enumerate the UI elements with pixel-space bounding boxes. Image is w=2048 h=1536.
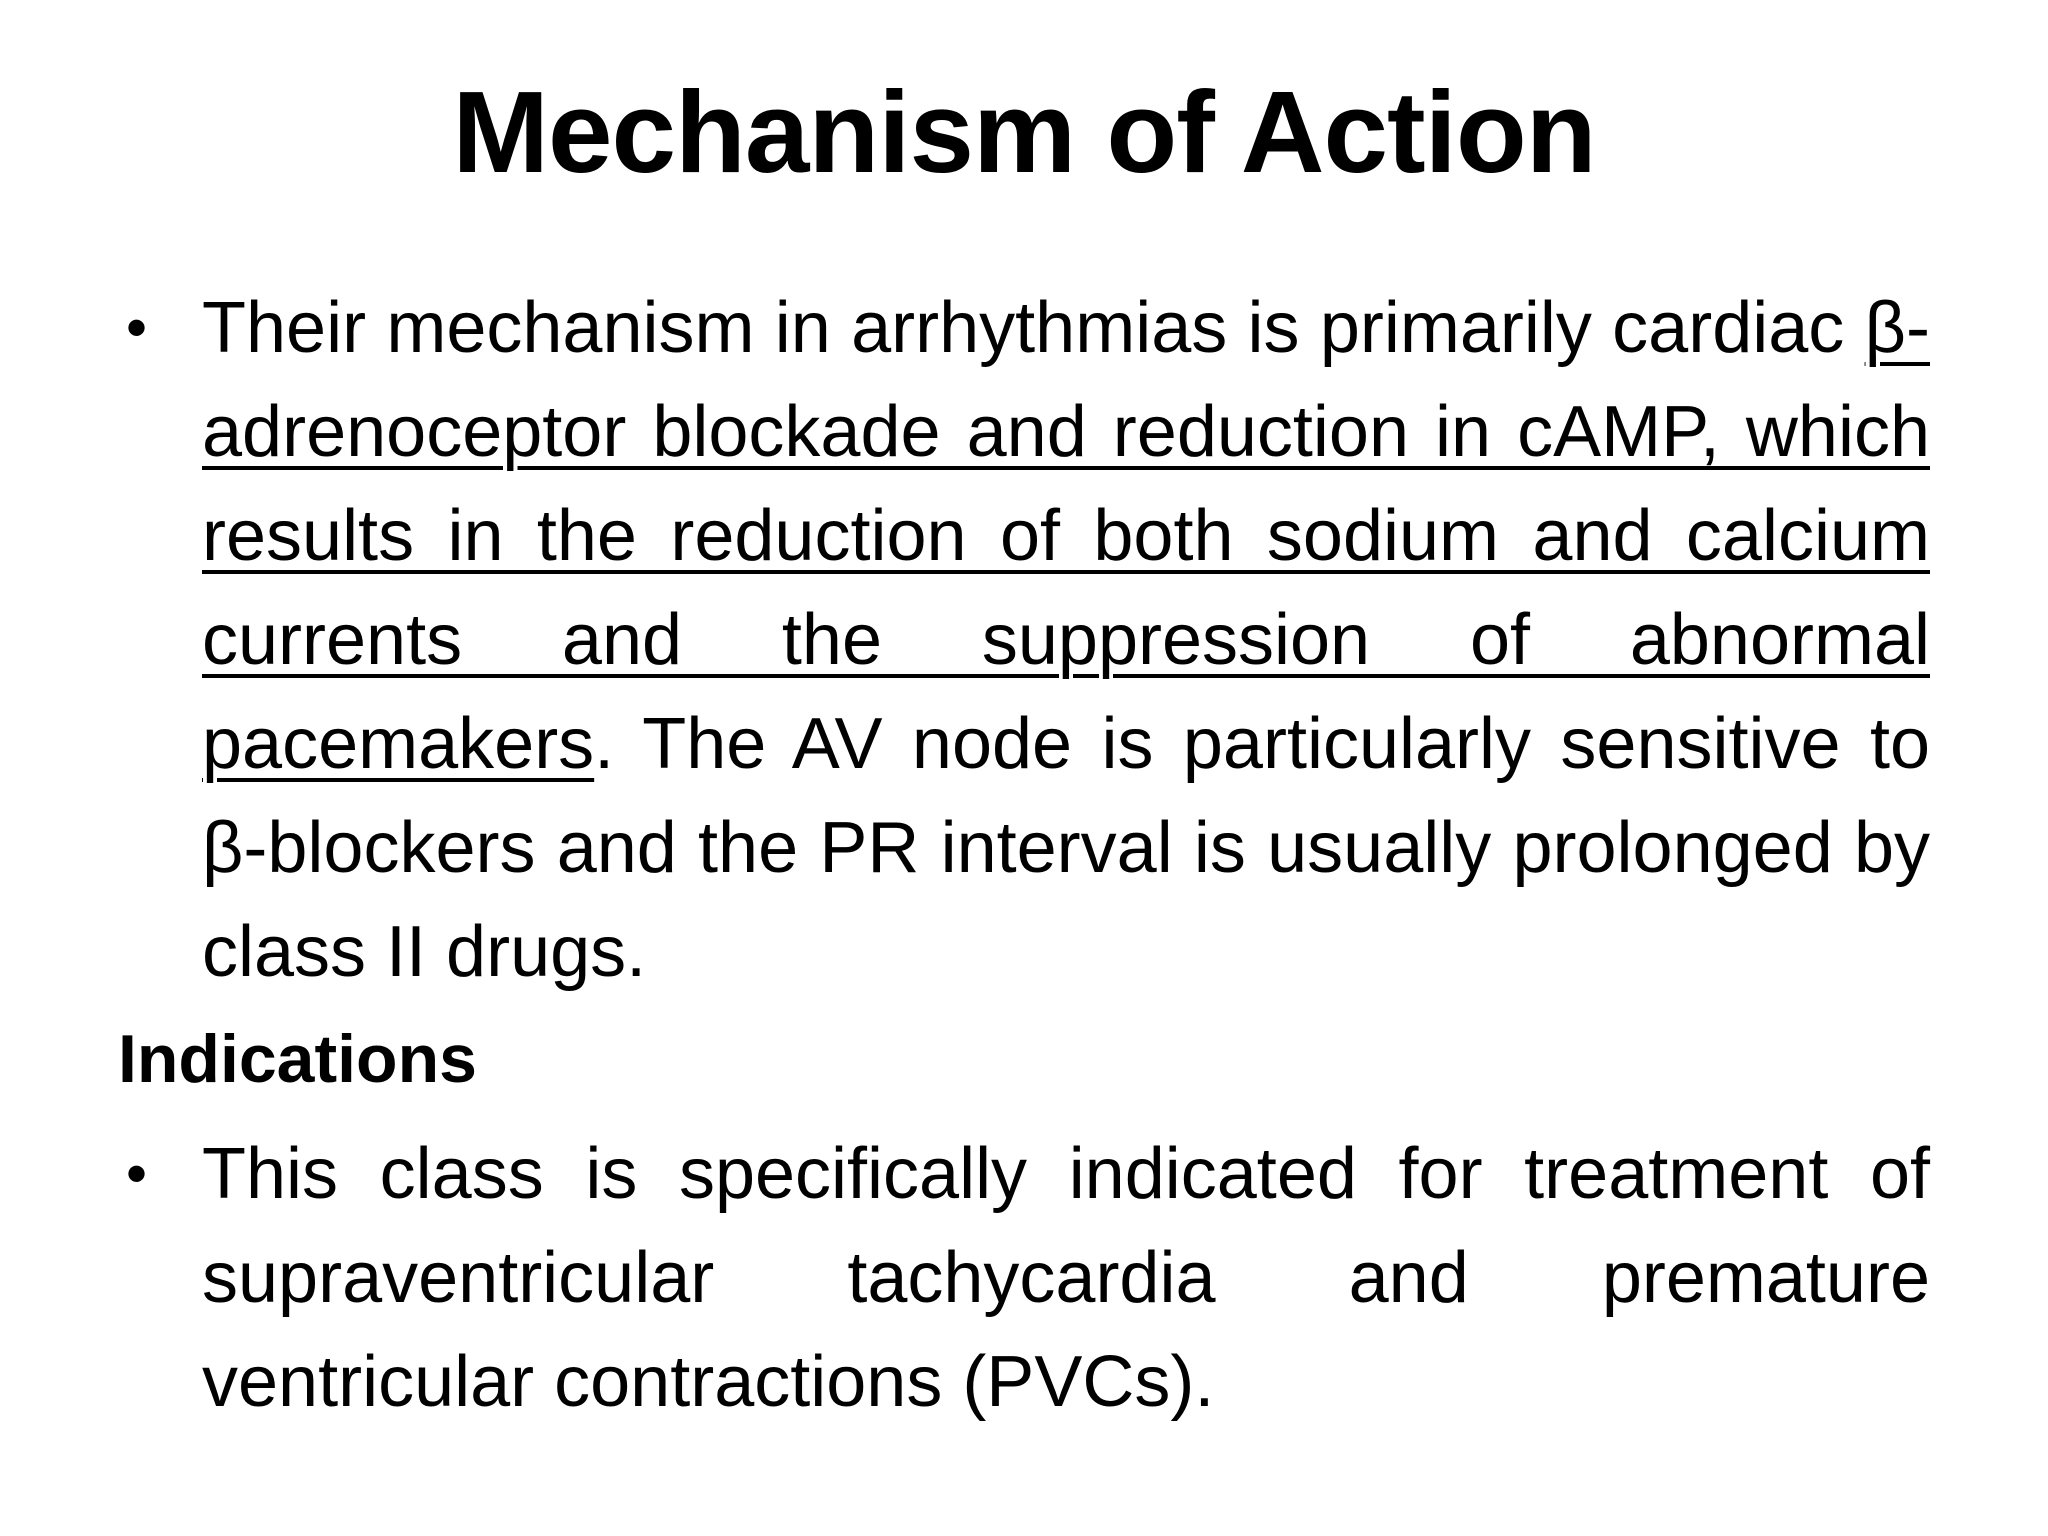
indications-text: This class is specifically indicated for treatment of supraventricular tachycardia and premature ventricular contractions (PVCs). (202, 1134, 1930, 1422)
indications-heading: Indications (118, 1021, 477, 1097)
slide-body (118, 276, 1930, 1434)
mechanism-text-underlined: β-adrenoceptor blockade and reduction in cAMP, which results in the reduction of both sodium and calcium currents and the suppression of abnormal pacemakers (202, 288, 1930, 784)
slide-title: Mechanism of Action (452, 67, 1596, 197)
mechanism-text-intro: Their mechanism in arrhythmias is primarily cardiac (202, 288, 1865, 368)
mechanism-text-rest: . The AV node is particularly sensitive to β-blockers and the PR interval is usually prolonged by class II drugs. (202, 704, 1930, 992)
bullet-point-icon: • (126, 1140, 148, 1207)
mechanism-bullet (118, 276, 1930, 1004)
indications-bullet (118, 1122, 1930, 1434)
bullet-point-icon: • (126, 294, 148, 361)
